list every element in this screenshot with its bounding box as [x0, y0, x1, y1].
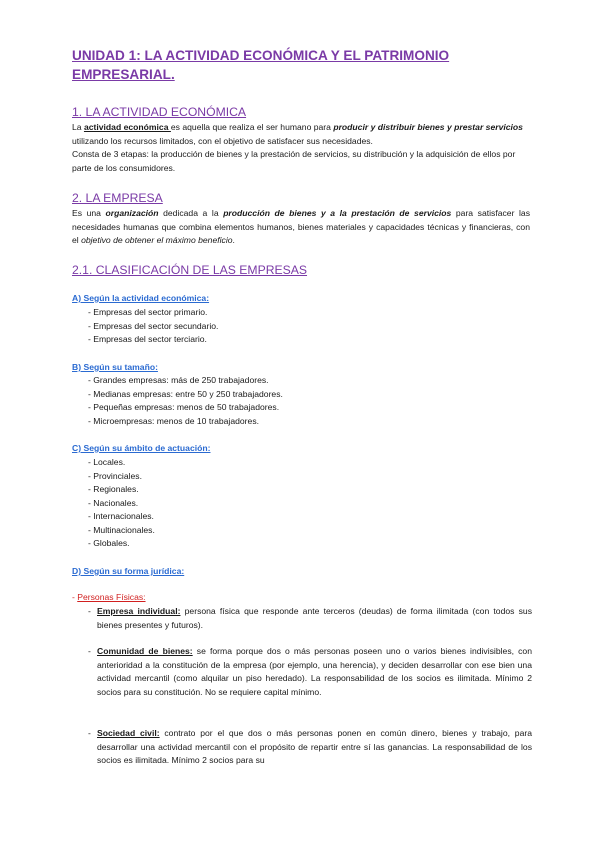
list-item: - Grandes empresas: más de 250 trabajadores. [88, 374, 283, 388]
section-2-1-heading [72, 262, 307, 278]
s2-text-a: Es una [72, 208, 106, 218]
list-item: - Provinciales. [88, 470, 155, 484]
section-2-heading [72, 190, 163, 206]
s2-text-b: dedicada a la [158, 208, 224, 218]
item-dash: - [88, 606, 91, 616]
subsection-d-title: D) Según su forma jurídica: [72, 566, 185, 576]
item-dash: - [88, 728, 91, 738]
list-item: - Microempresas: menos de 10 trabajadores. [88, 415, 283, 429]
list-item: - Nacionales. [88, 497, 155, 511]
section-1-paragraph-2: Consta de 3 etapas: la producción de bienes y la prestación de servicios, su distribución y la adquisición de ellos por parte de los consumidores. [72, 149, 516, 173]
subsection-c-list [88, 456, 155, 551]
list-item: - Locales. [88, 456, 155, 470]
item-dash: - [88, 646, 91, 656]
section-2-paragraph [72, 207, 530, 248]
item-text: contrato por el que dos o más personas ponen en común dinero, bienes y trabajo, para desarrollar una actividad mercantil con el propósito de repartir entre sí las ganancias. La responsabilidad de los socios es ilimitada. Mínimo 2 socios para su [97, 728, 532, 765]
list-item: - Medianas empresas: entre 50 y 250 trabajadores. [88, 388, 283, 402]
personas-fisicas-heading [72, 591, 146, 604]
s2-emphasis-1: organización [105, 208, 159, 218]
p1-text-b: es aquella que realiza el ser humano para [170, 122, 334, 132]
section-2-1-heading-text: 2.1. CLASIFICACIÓN DE LAS EMPRESAS [72, 263, 308, 277]
list-item: - Pequeñas empresas: menos de 50 trabajadores. [88, 401, 283, 415]
section-1-paragraph-1 [72, 121, 530, 148]
item-label: Empresa individual: [97, 606, 181, 616]
s2-text-c: para satisfacer las necesidades humanas que combina elementos humanos, bienes materiales y capacidades técnicas y financieras, con el [72, 208, 530, 245]
p1-text-c: utilizando los recursos limitados, con el objetivo de satisfacer sus necesidades. [72, 135, 373, 146]
list-item: - Regionales. [88, 483, 155, 497]
item-text: se forma porque dos o más personas poseen uno o varios bienes indivisibles, con anterioridad a la constitución de la empresa (por ejemplo, una herencia), y deciden desarrollar con ese bien una actividad mercantil (como alquilar un piso heredado). La responsabilidad de los socios es ilimitada. Mínimo 2 socios para su constitución. No se requiere capital mínimo. [97, 646, 532, 697]
page-title: UNIDAD 1: LA ACTIVIDAD ECONÓMICA Y EL PATRIMONIO EMPRESARIAL. [72, 48, 450, 82]
sociedad-civil-item [88, 727, 532, 768]
section-1-heading [72, 104, 246, 120]
pf-label: Personas Físicas: [77, 592, 146, 602]
p1-text-a: La [72, 122, 84, 132]
list-item: - Empresas del sector primario. [88, 306, 218, 320]
list-item: - Empresas del sector terciario. [88, 333, 218, 347]
s2-italic: objetivo de obtener el máximo beneficio [81, 235, 233, 245]
item-body [88, 645, 532, 699]
item-label: Comunidad de bienes: [97, 646, 193, 656]
subsection-c-title: C) Según su ámbito de actuación: [72, 443, 211, 453]
p1-emphasis: producir y distribuir bienes y prestar servicios [333, 122, 523, 132]
list-item: - Globales. [88, 537, 155, 551]
section-2-heading-text: 2. LA EMPRESA [72, 191, 163, 205]
p1-term: actividad económica [83, 122, 171, 132]
subsection-b-list [88, 374, 283, 428]
section-1-heading-text: 1. LA ACTIVIDAD ECONÓMICA [72, 105, 247, 119]
empresa-individual-item [88, 605, 532, 632]
item-label: Sociedad civil: [97, 728, 160, 738]
list-item: - Empresas del sector secundario. [88, 320, 218, 334]
list-item: - Multinacionales. [88, 524, 155, 538]
comunidad-bienes-item [88, 645, 532, 699]
subsection-b-title: B) Según su tamaño: [72, 362, 158, 372]
s2-emphasis-2: producción de bienes y a la prestación de servicios [223, 208, 452, 218]
pf-dash: - [72, 592, 78, 602]
subsection-a-title: A) Según la actividad económica: [72, 293, 210, 303]
subsection-a-list [88, 306, 218, 347]
list-item: - Internacionales. [88, 510, 155, 524]
item-body [88, 727, 532, 768]
item-text: persona física que responde ante terceros (deudas) de forma ilimitada (con todos sus bienes presentes y futuros). [97, 606, 532, 630]
s2-text-d: . [232, 235, 235, 245]
item-body [88, 605, 532, 632]
